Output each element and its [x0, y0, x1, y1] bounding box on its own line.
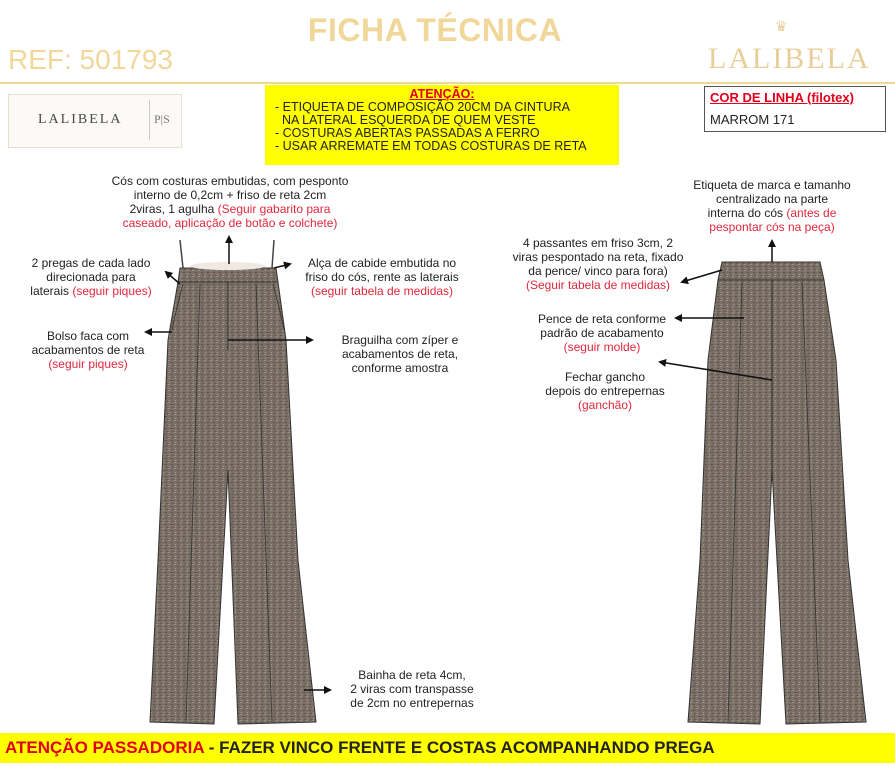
- back-pants-drawing: [688, 262, 866, 724]
- brand-logo: LALIBELA: [708, 42, 871, 75]
- front-pants-drawing: [150, 240, 316, 724]
- crown-icon: ♛: [775, 18, 788, 34]
- note-belt-loops: 4 passantes em friso 3cm, 2 viras pespontado na reta, fixado da pence/ vinco para fora) (Seguir tabela de medidas): [512, 236, 684, 292]
- page-title: FICHA TÉCNICA: [307, 12, 563, 48]
- note-pleats: 2 pregas de cada lado direcionada para laterais (seguir piques): [30, 256, 152, 298]
- pressing-alert-title: ATENÇÃO PASSADORIA: [5, 738, 204, 757]
- attention-line: NA LATERAL ESQUERDA DE QUEM VESTE: [275, 113, 536, 127]
- note-brand-label: Etiqueta de marca e tamanho centralizado na parte interna do cós (antes de pespontar cós na peça): [693, 178, 851, 234]
- note-fly: Braguilha com zíper e acabamentos de reta, conforme amostra: [341, 333, 459, 375]
- attention-line: - ETIQUETA DE COMPOSIÇÃO 20CM DA CINTURA: [275, 100, 570, 114]
- thread-color-title: COR DE LINHA (filotex): [710, 90, 854, 105]
- note-hem: Bainha de reta 4cm, 2 viras com transpasse de 2cm no entrepernas: [350, 668, 474, 710]
- note-crotch: Fechar gancho depois do entrepernas (ganchão): [545, 370, 665, 412]
- attention-title: ATENÇÃO:: [409, 87, 475, 101]
- note-waistband: Cós com costuras embutidas, com pesponto interno de 0,2cm + friso de reta 2cm 2viras, 1 agulha (Seguir gabarito para caseado, aplicação de botão e colchete): [111, 174, 349, 230]
- pressing-alert-bar: [0, 733, 895, 763]
- pressing-alert-text: - FAZER VINCO FRENTE E COSTAS ACOMPANHANDO PREGA: [203, 738, 715, 757]
- reference-code: REF: 501793: [8, 44, 173, 75]
- attention-line: - USAR ARREMATE EM TODAS COSTURAS DE RETA: [275, 139, 587, 153]
- note-hanger-loop: Alça de cabide embutida no friso do cós, rente as laterais (seguir tabela de medidas): [305, 256, 459, 298]
- brand-label-suffix: P|S: [154, 112, 170, 126]
- note-dart: Pence de reta conforme padrão de acabamento (seguir molde): [537, 312, 667, 354]
- attention-line: - COSTURAS ABERTAS PASSADAS A FERRO: [275, 126, 540, 140]
- note-pocket: Bolso faca com acabamentos de reta (seguir piques): [31, 329, 145, 371]
- brand-label-text: LALIBELA: [38, 112, 123, 127]
- thread-color-value: MARROM 171: [710, 112, 795, 127]
